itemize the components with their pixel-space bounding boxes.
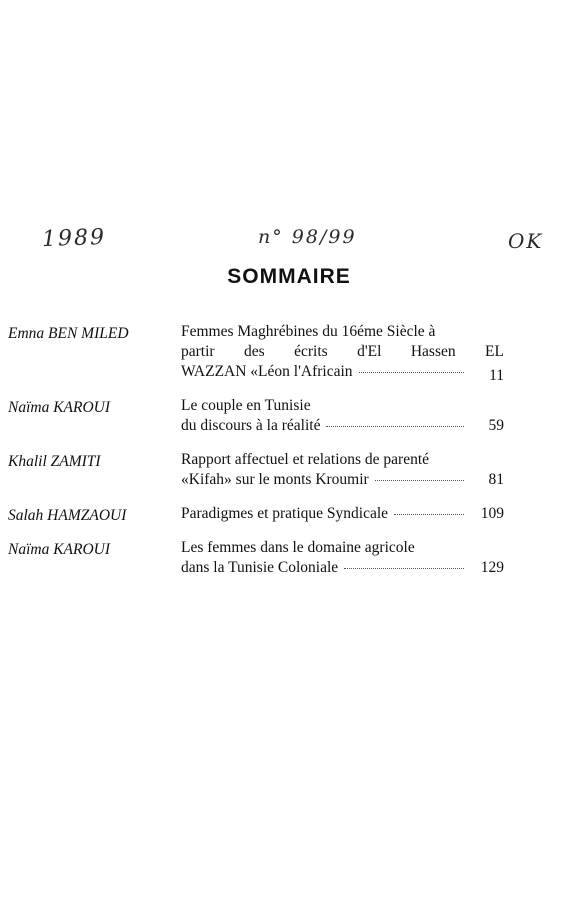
toc-author: Khalil ZAMITI — [8, 453, 101, 470]
toc-title-line: Le couple en Tunisie — [181, 397, 311, 414]
toc-title-text: du discours à la réalité — [181, 417, 321, 434]
toc-page-number: 109 — [480, 505, 504, 522]
toc-page-number: 59 — [488, 417, 504, 434]
toc-page-number: 11 — [489, 367, 504, 384]
toc-article-title — [181, 396, 504, 436]
toc-author: Naïma KAROUI — [8, 541, 111, 558]
toc-entry — [0, 450, 562, 490]
toc-title-line: Les femmes dans le domaine agricole — [181, 539, 415, 556]
dot-leader — [326, 425, 464, 427]
toc-title-line: Rapport affectuel et relations de parenté — [181, 451, 430, 468]
toc-article-title — [181, 450, 504, 490]
dot-leader — [359, 371, 464, 373]
handwritten-ok-mark: OK — [508, 229, 544, 253]
toc-title-last-line — [181, 362, 504, 382]
toc-author: Naïma KAROUI — [8, 399, 111, 416]
toc-title-line: partir des écrits d'El Hassen EL — [181, 343, 504, 360]
page-title — [0, 265, 562, 289]
toc-title-line: Femmes Maghrébines du 16éme Siècle à — [181, 323, 436, 340]
handwritten-issue-number: n° 98/99 — [258, 226, 357, 248]
toc-title-last-line — [181, 416, 504, 436]
toc-title-text: «Kifah» sur le monts Kroumir — [181, 471, 369, 488]
toc-title-text: WAZZAN «Léon l'Africain — [181, 363, 353, 380]
toc-article-title — [181, 322, 504, 382]
toc-title-text: dans la Tunisie Coloniale — [181, 559, 339, 576]
table-of-contents — [0, 322, 562, 592]
toc-title-last-line — [181, 558, 504, 578]
toc-article-title — [181, 538, 504, 578]
toc-title-text: Paradigmes et pratique Syndicale — [181, 505, 389, 522]
handwritten-year: 1989 — [41, 224, 107, 253]
toc-author: Emna BEN MILED — [8, 325, 129, 342]
toc-entry — [0, 322, 562, 382]
toc-article-title — [181, 504, 504, 524]
dot-leader — [375, 479, 464, 481]
toc-entry — [0, 396, 562, 436]
dot-leader — [344, 567, 464, 569]
toc-page-number: 129 — [480, 559, 504, 576]
page-title-text: SOMMAIRE — [227, 265, 351, 288]
toc-title-last-line — [181, 504, 504, 524]
toc-page-number: 81 — [488, 471, 504, 488]
toc-entry — [0, 504, 562, 524]
dot-leader — [394, 513, 464, 515]
toc-title-last-line — [181, 470, 504, 490]
toc-entry — [0, 538, 562, 578]
toc-author: Salah HAMZAOUI — [8, 507, 127, 524]
